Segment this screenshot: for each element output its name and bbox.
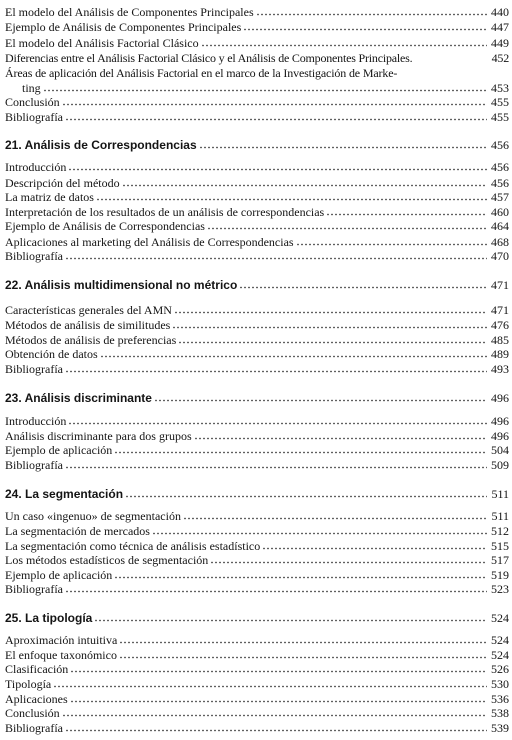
dot-leader — [210, 561, 487, 564]
dot-leader — [70, 670, 487, 673]
toc-entry-title: El modelo del Análisis de Componentes Principales — [5, 5, 254, 19]
toc-entry-page: 456 — [491, 160, 509, 174]
toc-entry-title: Introducción — [5, 414, 67, 428]
chapter-page: 496 — [491, 391, 509, 405]
toc-entry-title: El modelo del Análisis Factorial Clásico — [5, 36, 199, 50]
toc-entry-page: 504 — [491, 443, 509, 457]
toc-entry — [5, 706, 509, 720]
toc-entry — [5, 414, 509, 428]
toc-entry-title: Los métodos estadísticos de segmentación — [5, 553, 209, 567]
chapter-heading — [5, 138, 509, 152]
toc-entry-page: 496 — [491, 429, 509, 443]
toc-entry-page: 455 — [491, 95, 509, 109]
toc-entry-page: 453 — [491, 81, 509, 95]
dot-leader — [122, 184, 487, 187]
dot-leader — [183, 517, 487, 520]
toc-entry — [5, 509, 509, 523]
toc-entry-title: Métodos de análisis de preferencias — [5, 333, 177, 347]
chapter-heading — [5, 278, 509, 292]
toc-entry — [5, 362, 509, 376]
toc-entry — [5, 539, 509, 553]
toc-entry-title: Bibliografía — [5, 110, 63, 124]
toc-entry — [5, 20, 509, 34]
dot-leader — [65, 466, 487, 469]
toc-entry — [5, 553, 509, 567]
dot-leader — [296, 243, 487, 246]
toc-entry-page: 519 — [491, 568, 509, 582]
toc-entry-title: Ejemplo de aplicación — [5, 568, 113, 582]
toc-entry-title: La segmentación como técnica de análisis estadístico — [5, 539, 261, 553]
toc-entry-title: Aplicaciones — [5, 692, 68, 706]
toc-entry — [5, 429, 509, 443]
chapter-title: 25. La tipología — [5, 611, 93, 625]
toc-entry-page: 496 — [491, 414, 509, 428]
chapter-heading — [5, 487, 509, 501]
dot-leader — [178, 341, 487, 344]
toc-entry-title: Tipología — [5, 677, 52, 691]
toc-entry — [5, 662, 509, 676]
dot-leader — [53, 685, 487, 688]
dot-leader — [62, 714, 487, 717]
toc-entry-page: 536 — [491, 692, 509, 706]
toc-entry-page: 539 — [491, 721, 509, 735]
toc-entry — [5, 692, 509, 706]
toc-entry-page: 538 — [491, 706, 509, 720]
chapter-title: 21. Análisis de Correspondencias — [5, 138, 197, 152]
toc-entry-page: 464 — [491, 219, 509, 233]
toc-entry — [5, 190, 509, 204]
toc-entry — [5, 443, 509, 457]
toc-entry-title: Bibliografía — [5, 249, 63, 263]
dot-leader — [262, 547, 487, 550]
dot-leader — [65, 118, 487, 121]
toc-entry-title: Un caso «ingenuo» de segmentación — [5, 509, 181, 523]
toc-entry — [5, 633, 509, 647]
toc-entry-title: Bibliografía — [5, 458, 63, 472]
toc-entry-title: Ejemplo de aplicación — [5, 443, 113, 457]
toc-entry-page: 526 — [491, 662, 509, 676]
toc-entry-page: 471 — [491, 303, 509, 317]
chapter-page: 511 — [491, 487, 509, 501]
toc-entry — [5, 582, 509, 596]
dot-leader — [125, 495, 487, 498]
dot-leader — [239, 286, 487, 289]
dot-leader — [152, 532, 487, 535]
chapter-page: 471 — [491, 278, 509, 292]
toc-entry-title: Aplicaciones al marketing del Análisis de Correspondencias — [5, 235, 294, 249]
toc-entry-title: Introducción — [5, 160, 67, 174]
toc-entry-title: Bibliografía — [5, 721, 63, 735]
dot-leader — [154, 399, 487, 402]
toc-entry — [5, 249, 509, 263]
toc-entry — [5, 110, 509, 124]
toc-entry-title: Aproximación intuitiva — [5, 633, 118, 647]
toc-entry-page: 440 — [491, 5, 509, 19]
toc-entry — [5, 235, 509, 249]
toc-entry-title: Ejemplo de Análisis de Componentes Principales — [5, 20, 242, 34]
chapter-page: 456 — [491, 138, 509, 152]
dot-leader — [43, 89, 487, 92]
toc-entry — [5, 524, 509, 538]
chapter-title: 22. Análisis multidimensional no métrico — [5, 278, 238, 292]
dot-leader — [62, 103, 487, 106]
toc-entry-page: 456 — [491, 176, 509, 190]
toc-entry-title: Análisis discriminante para dos grupos — [5, 429, 192, 443]
dot-leader — [199, 146, 487, 149]
toc-entry-title: ting — [22, 81, 41, 95]
toc-entry-page: 524 — [491, 648, 509, 662]
dot-leader — [256, 13, 487, 16]
toc-entry-title: Bibliografía — [5, 582, 63, 596]
toc-entry-title: Obtención de datos — [5, 347, 98, 361]
toc-entry-title: Bibliografía — [5, 362, 63, 376]
dot-leader — [119, 656, 487, 659]
dot-leader — [65, 729, 487, 732]
toc-entry — [5, 95, 509, 109]
toc-entry-page: 485 — [491, 333, 509, 347]
toc-entry-page: 515 — [491, 539, 509, 553]
toc-entry-first-line: Áreas de aplicación del Análisis Factorial en el marco de la Investigación de Marke- — [5, 66, 398, 80]
toc-entry-title: Diferencias entre el Análisis Factorial Clásico y el Análisis de Componentes Principales. — [5, 51, 413, 65]
toc-entry-page: 476 — [491, 318, 509, 332]
toc-entry-page: 489 — [491, 347, 509, 361]
dot-leader — [326, 213, 487, 216]
dot-leader — [94, 619, 487, 622]
toc-entry-title: Descripción del método — [5, 176, 120, 190]
toc-entry-page: 512 — [491, 524, 509, 538]
toc-entry-page: 452 — [491, 51, 509, 65]
toc-entry-title: Ejemplo de Análisis de Correspondencias — [5, 219, 205, 233]
toc-entry-page: 449 — [491, 36, 509, 50]
toc-entry — [5, 333, 509, 347]
dot-leader — [65, 370, 487, 373]
toc-entry-page: 460 — [491, 205, 509, 219]
toc-entry — [5, 347, 509, 361]
dot-leader — [114, 451, 487, 454]
dot-leader — [172, 326, 487, 329]
dot-leader — [114, 576, 487, 579]
toc-entry-page: 470 — [491, 249, 509, 263]
toc-entry-page: 509 — [491, 458, 509, 472]
toc-entry-title: Métodos de análisis de similitudes — [5, 318, 171, 332]
toc-entry — [5, 677, 509, 691]
chapter-heading — [5, 611, 509, 625]
dot-leader — [70, 700, 487, 703]
toc-entry-page: 511 — [491, 509, 509, 523]
toc-entry — [5, 219, 509, 233]
chapter-title: 24. La segmentación — [5, 487, 124, 501]
toc-entry-title: Clasificación — [5, 662, 69, 676]
chapter-title: 23. Análisis discriminante — [5, 391, 152, 405]
toc-entry — [5, 5, 509, 19]
dot-leader — [119, 641, 487, 644]
toc-entry — [5, 303, 509, 317]
toc-entry-page: 493 — [491, 362, 509, 376]
toc-entry — [5, 176, 509, 190]
toc-entry-title: El enfoque taxonómico — [5, 648, 117, 662]
toc-entry-title: La segmentación de mercados — [5, 524, 150, 538]
toc-entry-title: La matriz de datos — [5, 190, 94, 204]
dot-leader — [96, 198, 487, 201]
toc-entry-page: 524 — [491, 633, 509, 647]
dot-leader — [68, 422, 487, 425]
dot-leader — [207, 227, 487, 230]
toc-entry — [22, 81, 509, 95]
dot-leader — [201, 44, 487, 47]
toc-entry-page: 447 — [491, 20, 509, 34]
toc-entry-title: Características generales del AMN — [5, 303, 172, 317]
chapter-page: 524 — [491, 611, 509, 625]
toc-entry-page: 457 — [491, 190, 509, 204]
dot-leader — [68, 168, 487, 171]
dot-leader — [194, 437, 487, 440]
dot-leader — [65, 257, 487, 260]
toc-entry — [5, 648, 509, 662]
dot-leader — [243, 28, 487, 31]
toc-entry — [5, 205, 509, 219]
toc-entry — [5, 568, 509, 582]
toc-entry-title: Interpretación de los resultados de un análisis de correspondencias — [5, 205, 325, 219]
toc-entry — [5, 458, 509, 472]
dot-leader — [65, 590, 487, 593]
toc-entry — [5, 51, 509, 65]
toc-entry-page: 517 — [491, 553, 509, 567]
toc-entry-page: 530 — [491, 677, 509, 691]
toc-entry-title: Conclusión — [5, 706, 60, 720]
toc-entry-title: Conclusión — [5, 95, 60, 109]
dot-leader — [174, 311, 487, 314]
toc-entry — [5, 318, 509, 332]
toc-entry-page: 455 — [491, 110, 509, 124]
toc-entry — [5, 160, 509, 174]
toc-entry — [5, 721, 509, 735]
toc-entry-page: 468 — [491, 235, 509, 249]
chapter-heading — [5, 391, 509, 405]
toc-entry — [5, 36, 509, 50]
dot-leader — [100, 355, 487, 358]
toc-entry-page: 523 — [491, 582, 509, 596]
